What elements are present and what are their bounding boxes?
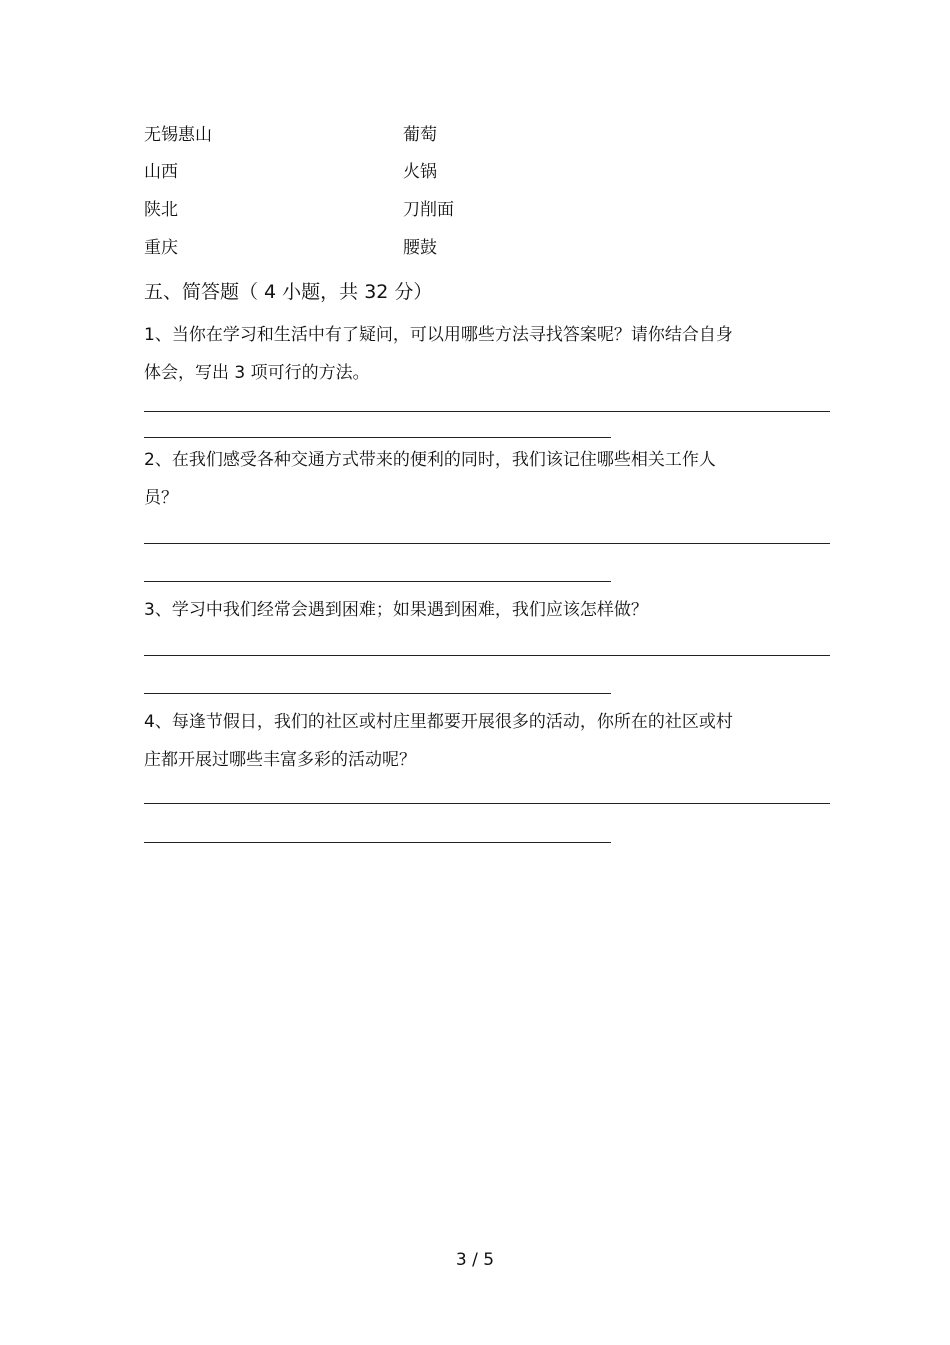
match-right-4: 腰鼓: [403, 238, 437, 258]
match-left-2: 山西: [144, 162, 178, 182]
section-heading: 五、简答题（ 4 小题，共 32 分）: [144, 281, 433, 303]
match-right-3: 刀削面: [403, 200, 454, 220]
match-left-1: 无锡惠山: [144, 125, 212, 145]
match-right-2: 火锅: [403, 162, 437, 182]
question-3-line-1: 3、学习中我们经常会遇到困难；如果遇到困难，我们应该怎样做？: [144, 600, 648, 620]
answer-line-1a[interactable]: [144, 411, 830, 412]
question-1-line-2: 体会，写出 3 项可行的方法。: [144, 363, 370, 383]
match-right-1: 葡萄: [403, 125, 437, 145]
match-left-4: 重庆: [144, 238, 178, 258]
answer-line-4b[interactable]: [144, 842, 611, 843]
answer-line-3b[interactable]: [144, 693, 611, 694]
answer-line-2a[interactable]: [144, 543, 830, 544]
match-left-3: 陕北: [144, 200, 178, 220]
question-4-line-1: 4、每逢节假日，我们的社区或村庄里都要开展很多的活动，你所在的社区或村: [144, 712, 733, 732]
question-2-line-1: 2、在我们感受各种交通方式带来的便利的同时，我们该记住哪些相关工作人: [144, 450, 716, 470]
page-number: 3 / 5: [455, 1250, 495, 1270]
question-1-line-1: 1、当你在学习和生活中有了疑问，可以用哪些方法寻找答案呢？请你结合自身: [144, 325, 733, 345]
answer-line-3a[interactable]: [144, 655, 830, 656]
answer-line-1b[interactable]: [144, 437, 611, 438]
question-4-line-2: 庄都开展过哪些丰富多彩的活动呢？: [144, 750, 416, 770]
answer-line-4a[interactable]: [144, 803, 830, 804]
answer-line-2b[interactable]: [144, 581, 611, 582]
question-2-line-2: 员？: [144, 488, 178, 508]
